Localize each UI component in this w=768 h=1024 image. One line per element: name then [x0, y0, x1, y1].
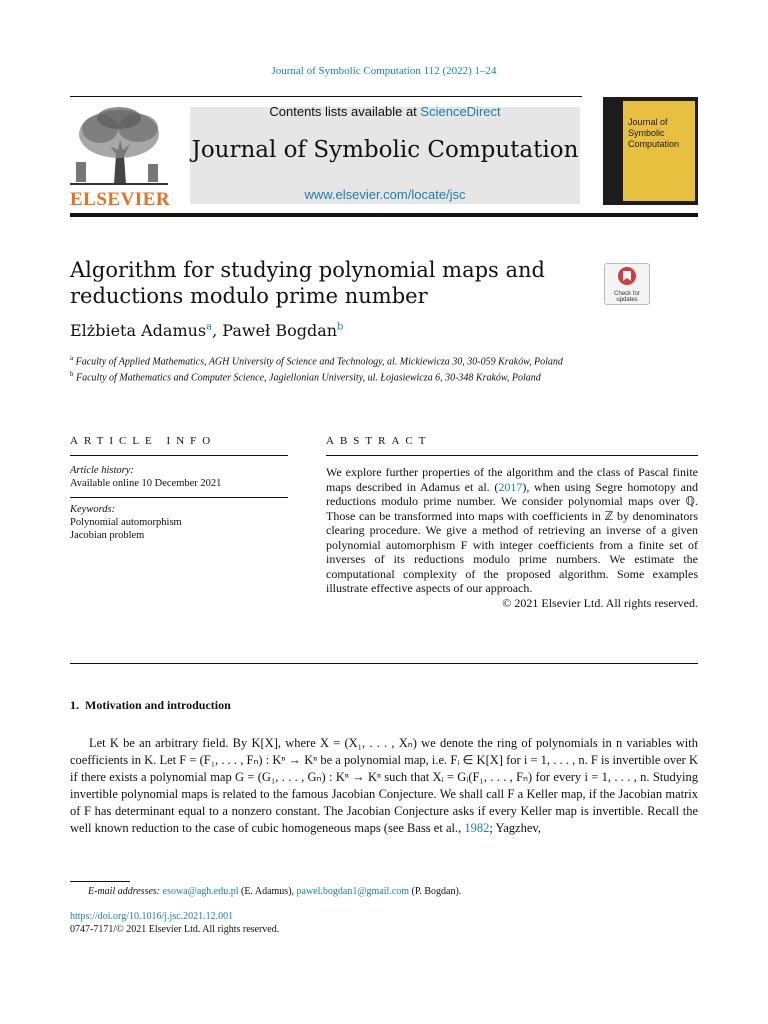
doi-link[interactable]: https://doi.org/10.1016/j.jsc.2021.12.001 [70, 911, 234, 922]
section-paragraph [70, 735, 698, 837]
journal-banner [190, 104, 580, 204]
footnote-rule [70, 881, 130, 882]
abstract-heading: ABSTRACT [326, 435, 432, 447]
affiliation-marker: b [70, 370, 74, 379]
journal-cover[interactable] [603, 97, 698, 205]
history-label: Article history: [70, 465, 134, 476]
citation-link[interactable]: 1982 [464, 821, 490, 835]
authors [70, 321, 343, 340]
author-separator: , [212, 321, 218, 340]
keyword-item: Polynomial automorphism [70, 517, 182, 528]
header-top-rule [70, 96, 582, 97]
keyword-item: Jacobian problem [70, 530, 145, 541]
check-updates-line-1: Check for [614, 291, 640, 297]
author-affiliation-marker[interactable]: b [337, 321, 344, 333]
author-affiliation-marker[interactable]: a [206, 321, 213, 333]
article-info-rule [70, 455, 288, 456]
check-updates-line-2: updates [616, 297, 638, 303]
section-separator [70, 663, 698, 664]
sciencedirect-link[interactable]: ScienceDirect [420, 104, 501, 119]
check-updates-icon [617, 266, 637, 286]
email-owner: (P. Bogdan). [411, 886, 462, 897]
abstract-citation-link[interactable]: 2017 [498, 479, 523, 494]
author-name: Elżbieta Adamus [70, 321, 207, 340]
keywords-rule [70, 497, 288, 498]
article-info-heading: ARTICLE INFO [70, 435, 217, 447]
affiliations [70, 352, 570, 385]
email-label: E-mail addresses: [88, 886, 161, 897]
elsevier-logo [70, 104, 171, 210]
journal-url[interactable]: www.elsevier.com/locate/jsc [304, 187, 466, 202]
cover-title-line-1: Journal of [628, 117, 668, 127]
abstract-text [326, 465, 698, 610]
cover-title [628, 117, 679, 150]
check-updates-label [605, 291, 649, 303]
article-title [70, 257, 545, 309]
header-bottom-rule [70, 213, 698, 217]
abstract-rule [326, 455, 698, 456]
paragraph-text-end: ; Yagzhev, [489, 821, 541, 835]
article-history [70, 464, 221, 490]
contents-line [190, 104, 580, 119]
section-heading: 1. Motivation and introduction [70, 698, 231, 712]
affiliation-text: Faculty of Applied Mathematics, AGH University of Science and Technology, al. Mickiewicza 30, 30-059 Kraków, Poland [75, 356, 563, 368]
author-name: Paweł Bogdan [222, 321, 338, 340]
cover-title-line-2: Symbolic [628, 128, 665, 138]
title-line-1: Algorithm for studying polynomial maps and [70, 258, 546, 282]
journal-citation[interactable]: Journal of Symbolic Computation 112 (2022) 1–24 [271, 65, 497, 77]
issn-copyright: 0747-7171/© 2021 Elsevier Ltd. All rights reserved. [70, 924, 280, 935]
abstract-text-post: ), when using Segre homotopy and reductions modulo prime number. We consider polynomial maps over ℚ. Those can be transformed into maps with coefficients in ℤ by denominators clearing procedure. We give a method of retrieving an inverse of a given polynomial automorphism F with integer coefficients from a finite set of inverses of its reductions modulo prime numbers. We estimate the computational complexity of the proposed algorithm. Some examples illustrate effective aspects of our approach. [326, 479, 698, 595]
keywords [70, 503, 182, 542]
cover-title-line-3: Computation [628, 139, 680, 149]
elsevier-tree-icon [70, 104, 168, 186]
cover-panel [623, 101, 695, 201]
affiliation-text: Faculty of Mathematics and Computer Science, Jagiellonian University, ul. Łojasiewicza 6, 30-348 Kraków, Poland [76, 372, 541, 384]
email-owner: (E. Adamus), [240, 886, 295, 897]
history-value: Available online 10 December 2021 [70, 478, 222, 489]
paragraph-text: Let K be an arbitrary field. By K[X], where X = (X₁, . . . , Xₙ) we denote the ring of polynomials in n variables with coefficients in K. Let F = (F₁, . . . , Fₙ) : Kⁿ → Kⁿ be a polynomial map, i.e. Fᵢ ∈ K[X] for i = 1, . . . , n. F is invertible over K if there exists a polynomial map G = (G₁, . . . , Gₙ) : Kⁿ → Kⁿ such that Xᵢ = Gᵢ(F₁, . . . , Fₙ) for every i = 1, . . . , n. Studying invertible polynomial maps is related to the famous Jacobian Conjecture. We shall call F a Keller map, if the Jacobian matrix of F has determinant equal to a nonzero constant. The Jacobian Conjecture asks if every Keller map is invertible. Recall the well known reduction to the case of cubic homogeneous maps (see Bass et al., [70, 736, 698, 835]
email-link[interactable]: esowa@agh.edu.pl [162, 886, 239, 897]
elsevier-wordmark: ELSEVIER [70, 189, 171, 210]
keywords-label: Keywords: [70, 504, 116, 515]
email-footnote [88, 886, 461, 897]
abstract-copyright: © 2021 Elsevier Ltd. All rights reserved. [502, 595, 698, 610]
contents-prefix: Contents lists available at [269, 104, 417, 119]
abstract-text-pre: We explore further properties of the algorithm and the class of Pascal finite maps described in Adamus et al. ( [326, 465, 698, 494]
affiliation-marker: a [70, 354, 74, 362]
affiliation-b [70, 368, 570, 384]
journal-name: Journal of Symbolic Computation [191, 137, 579, 163]
title-line-2: reductions modulo prime number [70, 284, 428, 308]
email-link[interactable]: pawel.bogdan1@gmail.com [296, 886, 410, 897]
check-for-updates-button[interactable] [604, 263, 650, 305]
affiliation-a [70, 352, 570, 368]
